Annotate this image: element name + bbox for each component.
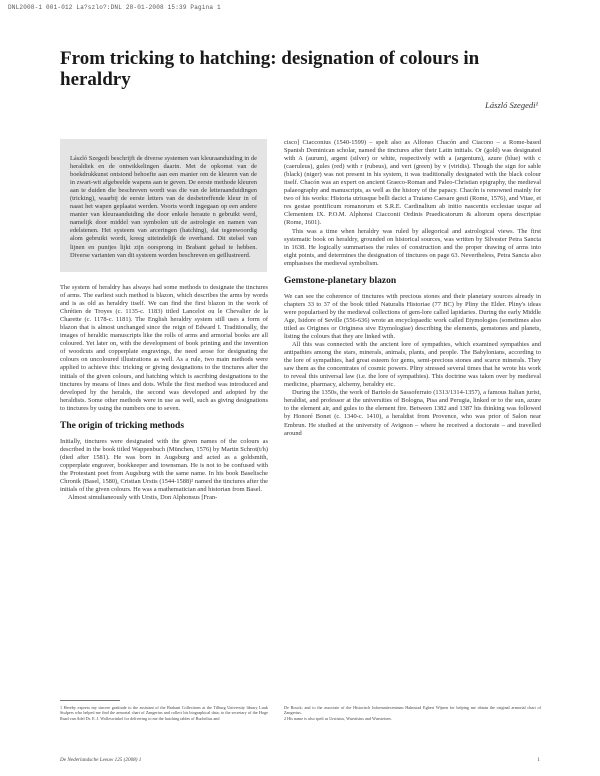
article-author: László Szegedi¹ [485,100,538,110]
footnote-left: 1 Hereby express my sincere gratitude to the assistant of the Brabant Collections at the Tilburg University library Luuk Stulpers who helped me find the armorial chart of Zangerius and collect his biographical data; to the secretary of the Hoge Raad van Adel Dr. E. J. Wolleswinkel for delivering to me the hatching tables of Buchelius and [60,705,268,721]
abstract-text: László Szegedi beschrijft de diverse systemen van kleuraanduiding in de heraldiek en de ontwikkelingen daarin. Met de opkomst van de boekdrukkunst ontstond behoefte aan een manier om de kleuren van de in zwart-wit afgebeelde wapens aan te geven. De eerste methode kleuren aan te duiden die beschreven wordt was die van de letteraanduidingen (tricking), waarbij de eerste letters van de desbetreffende kleur in of naast het wapen geplaatst werden. Voorts wordt ingegaan op een andere manier van kleuraanduiding die door enkele heraute n gebruikt werd, namelijk door middel van symbolen uit de astrologie en namen van edelstenen. Het systeem van arceringen (hatching), dat tegenwoordig alom gebruikt wordt, kreeg uiteindelijk de overhand. Dit stelsel van lijnen en puntjes lijkt zijn oorsprong in Brabant gehad te hebben. Diverse varianten van dit systeem worden beschreven en geïllustreerd. [70,155,257,259]
page-number: 1 [537,757,540,763]
print-slug: DNL2008-1 001-012 La?szlo?:DNL 28-01-2008 15:39 Pagina 1 [8,4,221,11]
tricking-paragraph-1: Initially, tinctures were designated with the given names of the colours as described in the book titled Wappenbuch (München, 1576) by Martin Schrot(t/h) (died after 1581). He was born in Augsburg and acted as a goldsmith, copperplate engraver, bookkeeper and townsman. He is not to be confused with the Protestant poet from Augsburg with the same name. In his book Baselische Chronik (Basel, 1580), Cristian Urstis (1544-1588)² named the tinctures after the initials of the given colours. He was a mathematician and historian from Basel. [60,437,268,494]
gemstone-paragraph-3: During the 1350s, the work of Bartolo de Sassoferrato (1313/1314-1357), a famous Italian jurist, heraldist, and professor at the universities of Bologna, Pisa and Perugia, linked or to the sun, azure to the element air, and gules to the element fire. Between 1382 and 1387 his thinking was followed by Honoré Bonet (c. 1340-c. 1410), a heraldist from Provence, who was prior of Salon near Embrun. He studied at the university of Avignon – where he received a doctorate – and travelled around [284,389,541,437]
right-column [284,139,541,438]
petra-sancta-paragraph: This was a time when heraldry was ruled by allegorical and astrological views. The first systematic book on heraldry, grounded on historical sources, was written by Silvester Petra Sancta in 1638. He logically summarises the rules of construction and the proper drawing of arms into eight points, and determines the designation of tinctures on page 63. Nevertheless, Petra Sancta also emphasises the medieval symbolism. [284,227,541,267]
journal-footer: De Nederlandsche Leeuw 125 (2008) 1 [60,757,142,763]
intro-paragraph: The system of heraldry has always had some methods to designate the tinctures of arms. The earliest such method is blazon, which describes the arms by words and is as old as heraldry itself. We can find the first blazon in the work of Chrétien de Troyes (c. 1135-c. 1183) titled Lancelot ou le Chevalier de la Charette (c. 1178-c. 1181). The English heraldry system still uses a form of blazon that is almost unchanged since the reign of Edward I. Traditionally, the images of heraldic manuscripts like the rolls of arms and armorial books are all coloured. Yet later on, with the development of book printing and the invention of woodcuts and copperplate engravings, the need arose for designating the colours on uncoloured illustrations as well. As a rule, two main methods were applied to achieve this: tricking or giving designations to the tinctures after the initials of the given colours, and hatching which is ascribing designations to the tinctures by means of lines and dots. While the first method was introduced and developed by the heralds, the second was developed and adopted by the heraldists. Some other methods were in use as well, such as giving designations to tinctures by using the numbers one to seven. [60,284,268,412]
section-heading-gemstone: Gemstone-planetary blazon [284,275,397,286]
article-title: From tricking to hatching: designation of colours in heraldry [60,48,480,90]
left-column [60,284,268,502]
gemstone-paragraph-2: All this was connected with the ancient lore of sympathies, which examined sympathies and antipathies among the stars, minerals, animals, plants, and people. The Babylonians, according to the lore of sympathies, had great esteem for gems, semi-precious stones and scarce minerals. They saw them as the concentrates of cosmic powers. Pliny stressed several times that he wrote his work to reveal this universal law (i.e. the lore of sympathies). This doctrine was taken over by medieval medicine, pharmacy, alchemy, heraldry etc. [284,341,541,389]
section-heading-tricking: The origin of tricking methods [60,420,185,431]
footnote-divider [60,700,120,701]
gemstone-paragraph-1: We can see the coherence of tinctures with precious stones and their planetary sources already in chapters 33 to 37 of the book titled Naturalis Historiae (77 BC) by Pliny the Elder. Pliny's ideas were popularised by the medieval collections of gem-lore called lapidaries. During the early Middle Age, Isidore of Seville (556-636) wrote an encyclopaedic work called Etymologies (sometimes also titled as Origines or Originess sive Etymologiae) describing the elements, gemstones and planets, listing the colours that they are linked with. [284,292,541,340]
ciacconius-paragraph: cisco] Ciacconius (1540-1599) – spelt also as Alfonso Chacón and Ciacono – a Rome-based Spanish Dominican scholar, named the tinctures after their Latin initials. Or (gold) was designated with A (aurum), argent (silver) or white, respectively with a (argentum), azure (blue) with c (caeruleus), gules (red) with r (rubeus), and vert (green) by v (viridis). Though the sign for sable (black) (niger) was not present in his system, it was traditionally designated with the black colour itself. Chacón was an expert on ancient Graeco-Roman and Paleo-Christian epigraphy, the medieval palaeography and manuscripts, as well as the history of the papacy. Chacón is renowned mainly for two of his works: Historia utriusque belli dacici a Traiano Caesare gesti (Rome, 1576), and Vitae, et res gestae pontificum romanorum et S.R.E. Cardinalium ab initio nascentis ecclesiae usque ad Clementem IX. P.O.M. Alphonsi Ciacconii Ordinis Praedicatorum & aliorum opera descriptae (Rome, 1601). [284,139,541,227]
tricking-paragraph-2: Almost simultaneously with Urstis, Don Alphonsus [Fran- [68,494,218,502]
footnote-right: De Rouck; and to the associate of the Historisch Informatiecentrum Halmstad Egbert Wijnen for helping me obtain the original armorial chart of Zangerius. 2 His name is also spelt as Urstisius, Wurstisius and Wursteisen. [284,705,541,721]
abstract-box [60,139,267,272]
